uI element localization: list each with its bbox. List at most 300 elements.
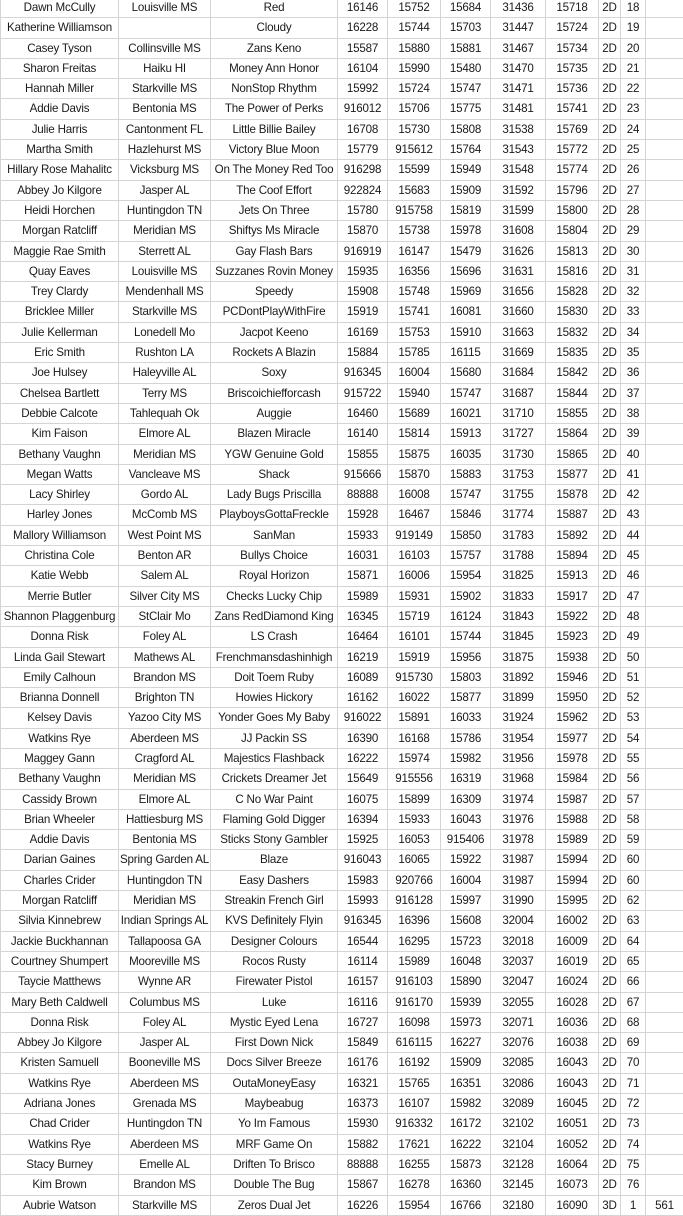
cell-average[interactable]: 15772 (546, 140, 599, 160)
cell-horse[interactable]: Sticks Stony Gambler (211, 830, 338, 850)
cell-run3[interactable]: 15969 (441, 282, 491, 302)
cell-total[interactable]: 32085 (491, 1053, 546, 1073)
cell-total[interactable]: 31956 (491, 748, 546, 768)
cell-total[interactable]: 31669 (491, 343, 546, 363)
cell-run2[interactable]: 15724 (388, 79, 441, 99)
cell-average[interactable]: 15988 (546, 809, 599, 829)
cell-run1[interactable]: 15779 (338, 140, 388, 160)
cell-place[interactable]: 28 (621, 200, 646, 220)
cell-place[interactable]: 26 (621, 160, 646, 180)
cell-run1[interactable]: 916022 (338, 708, 388, 728)
cell-total[interactable]: 32071 (491, 1012, 546, 1032)
cell-rider[interactable]: Megan Watts (1, 464, 119, 484)
cell-rider[interactable]: Charles Crider (1, 870, 119, 890)
cell-run2[interactable]: 15940 (388, 383, 441, 403)
cell-rider[interactable]: Bricklee Miller (1, 302, 119, 322)
cell-run1[interactable]: 88888 (338, 1154, 388, 1174)
cell-run1[interactable]: 15983 (338, 870, 388, 890)
cell-average[interactable]: 15923 (546, 627, 599, 647)
cell-average[interactable]: 15734 (546, 38, 599, 58)
cell-place[interactable]: 71 (621, 1073, 646, 1093)
cell-city[interactable]: Wynne AR (119, 972, 211, 992)
cell-division[interactable]: 2D (599, 343, 621, 363)
cell-run2[interactable]: 16053 (388, 830, 441, 850)
cell-division[interactable]: 2D (599, 728, 621, 748)
cell-division[interactable]: 2D (599, 992, 621, 1012)
cell-rider[interactable]: Mallory Williamson (1, 525, 119, 545)
cell-rider[interactable]: Courtney Shumpert (1, 951, 119, 971)
cell-place[interactable]: 62 (621, 891, 646, 911)
cell-points[interactable] (646, 363, 683, 383)
cell-run1[interactable]: 15871 (338, 566, 388, 586)
cell-run3[interactable]: 16033 (441, 708, 491, 728)
cell-run2[interactable]: 915758 (388, 200, 441, 220)
cell-run3[interactable]: 16172 (441, 1114, 491, 1134)
cell-run2[interactable]: 16295 (388, 931, 441, 951)
cell-average[interactable]: 15813 (546, 241, 599, 261)
cell-points[interactable] (646, 403, 683, 423)
cell-average[interactable]: 16064 (546, 1154, 599, 1174)
cell-division[interactable]: 2D (599, 221, 621, 241)
cell-horse[interactable]: Easy Dashers (211, 870, 338, 890)
cell-rider[interactable]: Maggey Gann (1, 748, 119, 768)
cell-place[interactable]: 29 (621, 221, 646, 241)
cell-horse[interactable]: Blazen Miracle (211, 424, 338, 444)
cell-division[interactable]: 2D (599, 322, 621, 342)
cell-total[interactable]: 32089 (491, 1094, 546, 1114)
cell-points[interactable] (646, 58, 683, 78)
cell-run3[interactable]: 16081 (441, 302, 491, 322)
cell-place[interactable]: 51 (621, 667, 646, 687)
cell-rider[interactable]: Kim Brown (1, 1175, 119, 1195)
cell-points[interactable] (646, 931, 683, 951)
cell-run1[interactable]: 15908 (338, 282, 388, 302)
cell-points[interactable] (646, 424, 683, 444)
cell-city[interactable]: Huntingdon TN (119, 870, 211, 890)
cell-division[interactable]: 2D (599, 464, 621, 484)
cell-rider[interactable]: Chelsea Bartlett (1, 383, 119, 403)
cell-run1[interactable]: 15780 (338, 200, 388, 220)
cell-run1[interactable]: 16157 (338, 972, 388, 992)
cell-place[interactable]: 43 (621, 505, 646, 525)
cell-division[interactable]: 2D (599, 99, 621, 119)
cell-average[interactable]: 15978 (546, 748, 599, 768)
cell-division[interactable]: 2D (599, 424, 621, 444)
cell-rider[interactable]: Mary Beth Caldwell (1, 992, 119, 1012)
cell-total[interactable]: 31631 (491, 261, 546, 281)
cell-run3[interactable]: 16048 (441, 951, 491, 971)
cell-points[interactable] (646, 38, 683, 58)
cell-division[interactable]: 2D (599, 1114, 621, 1134)
cell-horse[interactable]: OutaMoneyEasy (211, 1073, 338, 1093)
cell-run3[interactable]: 15873 (441, 1154, 491, 1174)
cell-run3[interactable]: 15846 (441, 505, 491, 525)
cell-rider[interactable]: Abbey Jo Kilgore (1, 180, 119, 200)
cell-city[interactable]: Vicksburg MS (119, 160, 211, 180)
cell-run3[interactable]: 15819 (441, 200, 491, 220)
cell-city[interactable]: Yazoo City MS (119, 708, 211, 728)
cell-total[interactable]: 31968 (491, 769, 546, 789)
cell-run2[interactable]: 16192 (388, 1053, 441, 1073)
cell-average[interactable]: 15842 (546, 363, 599, 383)
cell-average[interactable]: 15887 (546, 505, 599, 525)
cell-points[interactable] (646, 99, 683, 119)
cell-city[interactable]: Haiku HI (119, 58, 211, 78)
cell-rider[interactable]: Martha Smith (1, 140, 119, 160)
cell-points[interactable] (646, 1053, 683, 1073)
cell-division[interactable]: 2D (599, 809, 621, 829)
cell-rider[interactable]: Linda Gail Stewart (1, 647, 119, 667)
cell-total[interactable]: 31783 (491, 525, 546, 545)
cell-points[interactable] (646, 1175, 683, 1195)
cell-points[interactable] (646, 1012, 683, 1032)
cell-run1[interactable]: 916298 (338, 160, 388, 180)
cell-total[interactable]: 32128 (491, 1154, 546, 1174)
cell-horse[interactable]: Frenchmansdashinhigh (211, 647, 338, 667)
cell-city[interactable]: Meridian MS (119, 221, 211, 241)
cell-place[interactable]: 41 (621, 464, 646, 484)
cell-division[interactable]: 2D (599, 79, 621, 99)
cell-run1[interactable]: 16544 (338, 931, 388, 951)
cell-points[interactable] (646, 1114, 683, 1134)
cell-average[interactable]: 15864 (546, 424, 599, 444)
cell-run3[interactable]: 16021 (441, 403, 491, 423)
cell-total[interactable]: 31470 (491, 58, 546, 78)
cell-run3[interactable]: 16004 (441, 870, 491, 890)
cell-horse[interactable]: Briscoichiefforcash (211, 383, 338, 403)
cell-city[interactable]: Mooreville MS (119, 951, 211, 971)
cell-division[interactable]: 2D (599, 606, 621, 626)
cell-rider[interactable]: Stacy Burney (1, 1154, 119, 1174)
cell-run2[interactable]: 15989 (388, 951, 441, 971)
cell-rider[interactable]: Christina Cole (1, 546, 119, 566)
cell-horse[interactable]: MRF Game On (211, 1134, 338, 1154)
cell-run2[interactable]: 916170 (388, 992, 441, 1012)
cell-city[interactable]: Tallapoosa GA (119, 931, 211, 951)
cell-place[interactable]: 34 (621, 322, 646, 342)
cell-city[interactable]: McComb MS (119, 505, 211, 525)
cell-points[interactable] (646, 0, 683, 18)
cell-run3[interactable]: 15997 (441, 891, 491, 911)
cell-points[interactable] (646, 911, 683, 931)
cell-division[interactable]: 2D (599, 647, 621, 667)
cell-place[interactable]: 42 (621, 485, 646, 505)
cell-points[interactable] (646, 261, 683, 281)
cell-run2[interactable]: 17621 (388, 1134, 441, 1154)
cell-horse[interactable]: Maybeabug (211, 1094, 338, 1114)
cell-average[interactable]: 15987 (546, 789, 599, 809)
cell-total[interactable]: 31788 (491, 546, 546, 566)
cell-run1[interactable]: 16146 (338, 0, 388, 18)
cell-average[interactable]: 16043 (546, 1053, 599, 1073)
cell-run1[interactable]: 16727 (338, 1012, 388, 1032)
cell-place[interactable]: 53 (621, 708, 646, 728)
cell-average[interactable]: 15989 (546, 830, 599, 850)
cell-city[interactable]: Aberdeen MS (119, 1073, 211, 1093)
cell-rider[interactable]: Hillary Rose Mahalitc (1, 160, 119, 180)
cell-run2[interactable]: 616115 (388, 1033, 441, 1053)
cell-total[interactable]: 31987 (491, 870, 546, 890)
cell-run2[interactable]: 15765 (388, 1073, 441, 1093)
cell-place[interactable]: 39 (621, 424, 646, 444)
cell-place[interactable]: 24 (621, 119, 646, 139)
cell-division[interactable]: 2D (599, 160, 621, 180)
cell-horse[interactable]: Checks Lucky Chip (211, 586, 338, 606)
cell-city[interactable]: Collinsville MS (119, 38, 211, 58)
cell-average[interactable]: 16019 (546, 951, 599, 971)
cell-run3[interactable]: 16035 (441, 444, 491, 464)
cell-points[interactable] (646, 18, 683, 38)
cell-horse[interactable]: PCDontPlayWithFire (211, 302, 338, 322)
cell-total[interactable]: 31974 (491, 789, 546, 809)
cell-city[interactable]: Starkville MS (119, 79, 211, 99)
cell-city[interactable]: Spring Garden AL (119, 850, 211, 870)
cell-average[interactable]: 15984 (546, 769, 599, 789)
cell-run2[interactable]: 15954 (388, 1195, 441, 1215)
cell-points[interactable] (646, 586, 683, 606)
cell-points[interactable] (646, 606, 683, 626)
cell-place[interactable]: 38 (621, 403, 646, 423)
cell-run2[interactable]: 15741 (388, 302, 441, 322)
cell-total[interactable]: 31467 (491, 38, 546, 58)
cell-horse[interactable]: Doit Toem Ruby (211, 667, 338, 687)
cell-horse[interactable]: Red (211, 0, 338, 18)
cell-run2[interactable]: 15599 (388, 160, 441, 180)
cell-city[interactable]: Hazlehurst MS (119, 140, 211, 160)
cell-division[interactable]: 2D (599, 1033, 621, 1053)
cell-total[interactable]: 32076 (491, 1033, 546, 1053)
cell-rider[interactable]: Brianna Donnell (1, 688, 119, 708)
cell-division[interactable]: 2D (599, 302, 621, 322)
cell-average[interactable]: 15736 (546, 79, 599, 99)
cell-run3[interactable]: 15956 (441, 647, 491, 667)
cell-place[interactable]: 19 (621, 18, 646, 38)
cell-total[interactable]: 31626 (491, 241, 546, 261)
cell-run3[interactable]: 15910 (441, 322, 491, 342)
cell-division[interactable]: 2D (599, 525, 621, 545)
cell-run3[interactable]: 15608 (441, 911, 491, 931)
cell-run1[interactable]: 15993 (338, 891, 388, 911)
cell-city[interactable]: Salem AL (119, 566, 211, 586)
cell-run3[interactable]: 15775 (441, 99, 491, 119)
cell-total[interactable]: 31990 (491, 891, 546, 911)
cell-points[interactable] (646, 992, 683, 1012)
cell-points[interactable] (646, 1073, 683, 1093)
cell-horse[interactable]: Shiftys Ms Miracle (211, 221, 338, 241)
cell-division[interactable]: 2D (599, 200, 621, 220)
cell-run2[interactable]: 16065 (388, 850, 441, 870)
cell-city[interactable]: Sterrett AL (119, 241, 211, 261)
cell-run3[interactable]: 16222 (441, 1134, 491, 1154)
cell-place[interactable]: 49 (621, 627, 646, 647)
cell-place[interactable]: 44 (621, 525, 646, 545)
cell-place[interactable]: 37 (621, 383, 646, 403)
cell-rider[interactable]: Merrie Butler (1, 586, 119, 606)
cell-points[interactable] (646, 688, 683, 708)
cell-run3[interactable]: 15479 (441, 241, 491, 261)
cell-division[interactable]: 2D (599, 1053, 621, 1073)
cell-run2[interactable]: 15814 (388, 424, 441, 444)
cell-run1[interactable]: 16460 (338, 403, 388, 423)
cell-city[interactable]: Brandon MS (119, 667, 211, 687)
cell-run3[interactable]: 15913 (441, 424, 491, 444)
cell-division[interactable]: 2D (599, 444, 621, 464)
cell-run2[interactable]: 15933 (388, 809, 441, 829)
cell-run3[interactable]: 15703 (441, 18, 491, 38)
cell-points[interactable] (646, 647, 683, 667)
cell-rider[interactable]: Katherine Williamson (1, 18, 119, 38)
cell-place[interactable]: 40 (621, 444, 646, 464)
cell-average[interactable]: 16002 (546, 911, 599, 931)
cell-horse[interactable]: Docs Silver Breeze (211, 1053, 338, 1073)
cell-points[interactable] (646, 809, 683, 829)
cell-run1[interactable]: 16394 (338, 809, 388, 829)
cell-total[interactable]: 31481 (491, 99, 546, 119)
cell-run2[interactable]: 16103 (388, 546, 441, 566)
cell-average[interactable]: 16090 (546, 1195, 599, 1215)
cell-division[interactable]: 2D (599, 1073, 621, 1093)
cell-run3[interactable]: 15803 (441, 667, 491, 687)
cell-total[interactable]: 31684 (491, 363, 546, 383)
cell-place[interactable]: 23 (621, 99, 646, 119)
cell-total[interactable]: 32102 (491, 1114, 546, 1134)
cell-horse[interactable]: Soxy (211, 363, 338, 383)
cell-average[interactable]: 15774 (546, 160, 599, 180)
cell-run1[interactable]: 916012 (338, 99, 388, 119)
cell-points[interactable] (646, 200, 683, 220)
cell-run3[interactable]: 15922 (441, 850, 491, 870)
cell-rider[interactable]: Katie Webb (1, 566, 119, 586)
cell-city[interactable]: Elmore AL (119, 789, 211, 809)
cell-division[interactable]: 2D (599, 505, 621, 525)
cell-run2[interactable]: 916128 (388, 891, 441, 911)
cell-horse[interactable]: Howies Hickory (211, 688, 338, 708)
cell-city[interactable]: Starkville MS (119, 1195, 211, 1215)
cell-total[interactable]: 31845 (491, 627, 546, 647)
cell-run2[interactable]: 916332 (388, 1114, 441, 1134)
cell-division[interactable]: 2D (599, 38, 621, 58)
cell-rider[interactable]: Eric Smith (1, 343, 119, 363)
cell-division[interactable]: 2D (599, 383, 621, 403)
cell-run3[interactable]: 16766 (441, 1195, 491, 1215)
cell-horse[interactable]: Lady Bugs Priscilla (211, 485, 338, 505)
cell-horse[interactable]: Double The Bug (211, 1175, 338, 1195)
cell-division[interactable]: 2D (599, 911, 621, 931)
cell-total[interactable]: 31543 (491, 140, 546, 160)
cell-place[interactable]: 20 (621, 38, 646, 58)
cell-average[interactable]: 15800 (546, 200, 599, 220)
cell-run2[interactable]: 15785 (388, 343, 441, 363)
cell-city[interactable]: Starkville MS (119, 302, 211, 322)
cell-average[interactable]: 15877 (546, 464, 599, 484)
cell-total[interactable]: 31608 (491, 221, 546, 241)
cell-horse[interactable]: Majestics Flashback (211, 748, 338, 768)
cell-rider[interactable]: Hannah Miller (1, 79, 119, 99)
cell-rider[interactable]: Adriana Jones (1, 1094, 119, 1114)
cell-city[interactable]: Haleyville AL (119, 363, 211, 383)
cell-rider[interactable]: Abbey Jo Kilgore (1, 1033, 119, 1053)
cell-run1[interactable]: 88888 (338, 485, 388, 505)
cell-run2[interactable]: 15931 (388, 586, 441, 606)
cell-run2[interactable]: 16356 (388, 261, 441, 281)
cell-average[interactable]: 16009 (546, 931, 599, 951)
cell-run1[interactable]: 15870 (338, 221, 388, 241)
cell-run1[interactable]: 16169 (338, 322, 388, 342)
cell-division[interactable]: 2D (599, 931, 621, 951)
cell-points[interactable] (646, 302, 683, 322)
cell-place[interactable]: 75 (621, 1154, 646, 1174)
cell-rider[interactable]: Aubrie Watson (1, 1195, 119, 1215)
cell-average[interactable]: 15977 (546, 728, 599, 748)
cell-average[interactable]: 15855 (546, 403, 599, 423)
cell-average[interactable]: 15828 (546, 282, 599, 302)
cell-horse[interactable]: JJ Packin SS (211, 728, 338, 748)
cell-total[interactable]: 31825 (491, 566, 546, 586)
cell-average[interactable]: 15835 (546, 343, 599, 363)
cell-division[interactable]: 2D (599, 708, 621, 728)
cell-rider[interactable]: Trey Clardy (1, 282, 119, 302)
cell-horse[interactable]: Suzzanes Rovin Money (211, 261, 338, 281)
cell-total[interactable]: 31730 (491, 444, 546, 464)
cell-division[interactable]: 2D (599, 688, 621, 708)
cell-division[interactable]: 2D (599, 1154, 621, 1174)
cell-run2[interactable]: 16396 (388, 911, 441, 931)
cell-run1[interactable]: 16140 (338, 424, 388, 444)
cell-run3[interactable]: 15883 (441, 464, 491, 484)
cell-place[interactable]: 18 (621, 0, 646, 18)
cell-city[interactable]: Emelle AL (119, 1154, 211, 1174)
cell-run3[interactable]: 16227 (441, 1033, 491, 1053)
cell-city[interactable]: Mathews AL (119, 647, 211, 667)
cell-city[interactable]: Booneville MS (119, 1053, 211, 1073)
cell-horse[interactable]: Auggie (211, 403, 338, 423)
cell-total[interactable]: 31875 (491, 647, 546, 667)
cell-run2[interactable]: 16147 (388, 241, 441, 261)
cell-division[interactable]: 2D (599, 485, 621, 505)
cell-place[interactable]: 72 (621, 1094, 646, 1114)
cell-city[interactable]: Bentonia MS (119, 99, 211, 119)
cell-place[interactable]: 59 (621, 830, 646, 850)
cell-total[interactable]: 31663 (491, 322, 546, 342)
cell-average[interactable]: 15796 (546, 180, 599, 200)
cell-points[interactable] (646, 140, 683, 160)
cell-rider[interactable]: Debbie Calcote (1, 403, 119, 423)
cell-horse[interactable]: Designer Colours (211, 931, 338, 951)
cell-run3[interactable]: 15744 (441, 627, 491, 647)
cell-run1[interactable]: 15925 (338, 830, 388, 850)
cell-horse[interactable]: The Coof Effort (211, 180, 338, 200)
cell-run2[interactable]: 915730 (388, 667, 441, 687)
cell-total[interactable]: 31924 (491, 708, 546, 728)
cell-total[interactable]: 32145 (491, 1175, 546, 1195)
cell-points[interactable] (646, 891, 683, 911)
cell-city[interactable]: Silver City MS (119, 586, 211, 606)
cell-place[interactable]: 69 (621, 1033, 646, 1053)
cell-run1[interactable]: 16075 (338, 789, 388, 809)
cell-run3[interactable]: 15757 (441, 546, 491, 566)
cell-rider[interactable]: Quay Eaves (1, 261, 119, 281)
cell-place[interactable]: 25 (621, 140, 646, 160)
cell-average[interactable]: 16028 (546, 992, 599, 1012)
cell-average[interactable]: 15816 (546, 261, 599, 281)
cell-horse[interactable]: YGW Genuine Gold (211, 444, 338, 464)
cell-city[interactable]: Huntingdon TN (119, 200, 211, 220)
cell-city[interactable]: Meridian MS (119, 769, 211, 789)
cell-rider[interactable]: Addie Davis (1, 830, 119, 850)
cell-total[interactable]: 31978 (491, 830, 546, 850)
cell-horse[interactable]: Zeros Dual Jet (211, 1195, 338, 1215)
cell-points[interactable]: 561 (646, 1195, 683, 1215)
